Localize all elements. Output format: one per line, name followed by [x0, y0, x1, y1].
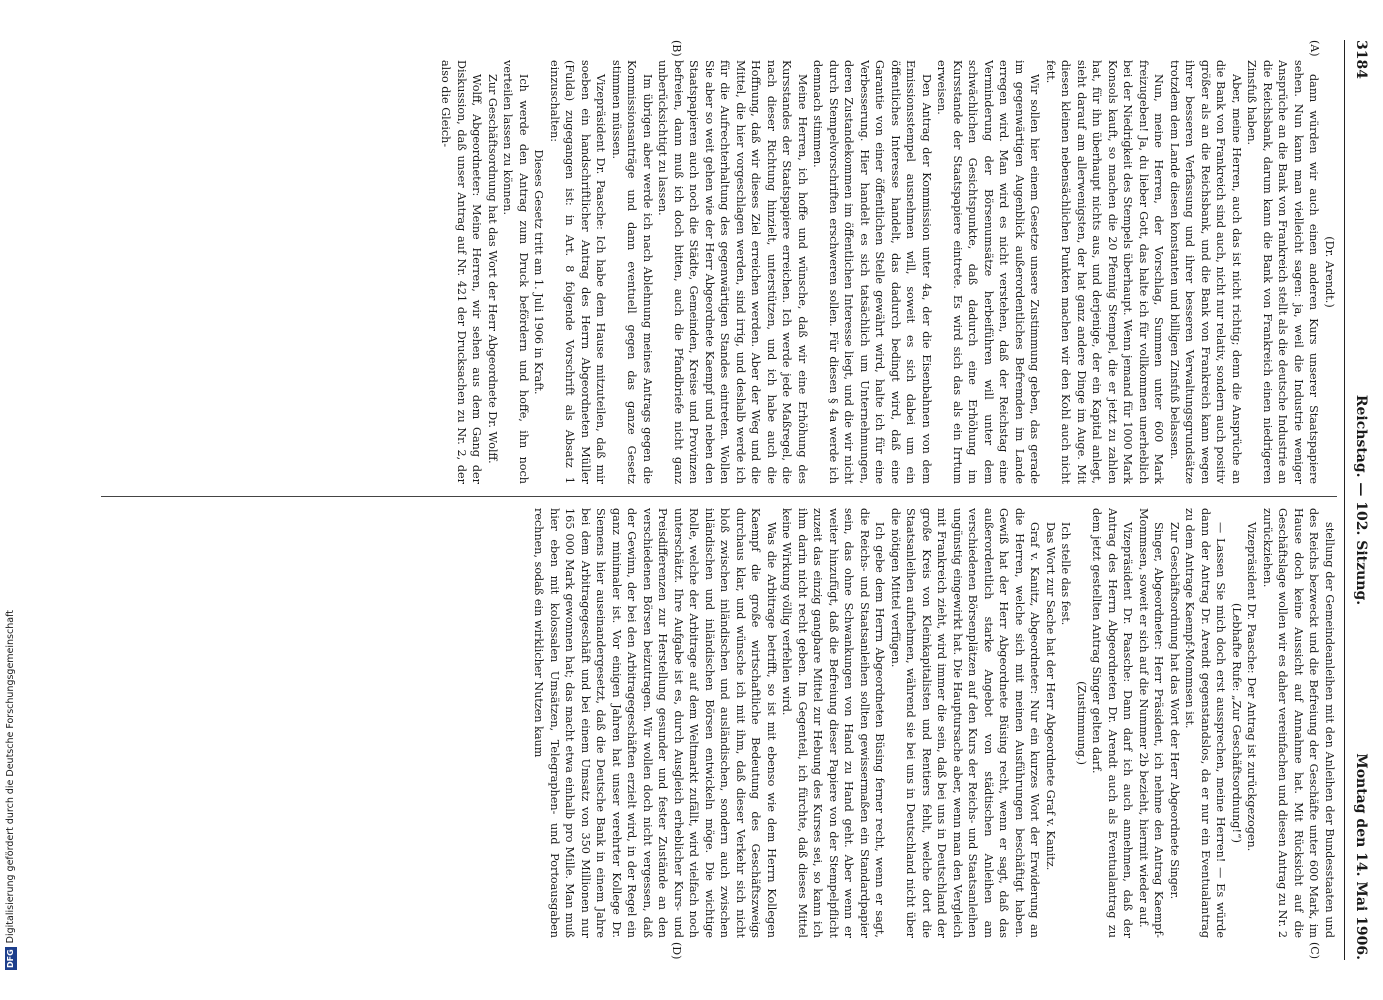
column-divider — [101, 496, 1337, 497]
footer-text-rotated — [4, 0, 18, 1000]
header-date: Montag den 14. Mai 1906. — [1353, 753, 1369, 960]
paragraph: Wolff, Abgeordneter: Meine Herren, wir sehen aus dem Gang der Diskussion, daß unser Antrag auf Nr. 421 der Drucksachen zu Nr. 2, der also die Gleich- — [439, 60, 484, 484]
text-column-right — [101, 508, 1337, 938]
page-number: 3184 — [1353, 40, 1369, 79]
paragraph: Singer, Abgeordneter: Herr Präsident, ich nehme den Antrag Kaempf-Mommsen, soweit er sich auf die Nummer 2b bezieht, hiermit wieder auf. — [1137, 508, 1166, 938]
paragraph: stellung der Gemeindeanleihen mit den Anleihen der Bundesstaaten und des Reichs bezweckt und die Befreiung der Geschäfte unter 600 Mark, im Hause doch keine Aussicht auf Annahme hat. Mit Rücksicht auf die Geschäftslage wollen wir es daher vereinfachen und diesen Antrag zu Nr. 2 zurückziehen. — [1261, 508, 1336, 938]
page-header — [1344, 40, 1371, 960]
paragraph: Graf v. Kanitz, Abgeordneter: Nur ein kurzes Wort der Erwiderung an die Herren, welche sich mit meinen Ausführungen beschäftigt haben. Gewiß hat der Herr Abgeordnete Büsing recht, wenn er sagt, daß das außerordentlich starke Angebot von städtischen Anleihen am verschiedenen Börsenplätzen auf den Kurs der Reichs- und Staatsanleihen ungünstig eingewirkt hat. Die Hauptursache aber, wenn man den Vergleich mit Frankreich zieht, wird immer die sein, daß bei uns in Deutschland der große Kreis von Kleinkapitalisten und Rentiers fehlt, welche dort die Staatsanleihen aufnehmen, während sie bei uns in Deutschland nicht über die nötigen Mittel verfügen. — [889, 508, 1042, 938]
paragraph: Vizepräsident Dr. Paasche: Dann darf ich auch annehmen, daß der Antrag des Herrn Abgeordneten Dr. Arendt auch als Eventualantrag zu dem jetzt gestellten Antrag Singer gelten darf. — [1090, 508, 1135, 938]
margin-marker-d: (D) — [670, 942, 683, 960]
margin-marker-c: (C) — [1308, 942, 1321, 959]
paragraph: — Lassen Sie mich doch erst aussprechen, meine Herren! — Es würde dann der Antrag Dr. Arendt gegenstandslos, da er nur ein Eventualantrag zu dem Antrage Kaempf-Mommsen ist. — [1183, 508, 1228, 938]
paragraph: Zur Geschäftsordnung hat das Wort der Herr Abgeordnete Singer. — [1168, 522, 1181, 900]
margin-marker-a: (A) — [1308, 40, 1321, 57]
text-column-left — [101, 60, 1337, 484]
paragraph: Meine Herren, ich hoffe und wünsche, daß wir eine Erhöhung des Kursstandes der Staatspapiere erreichen. Ich werde jede Maßregel, die nach dieser Richtung hinzielt, unterstützen, und ich habe auch die Hoffnung, daß wir dieses Ziel erreichen werden. Aber der Weg und die Mittel, die hier vorgeschlagen werden, sind irrig, und deshalb werde ich für die Aufrechterhaltung des gegenwärtigen Standes eintreten. Wollen Sie aber so weit gehen wie der Herr Abgeordnete Kaempf und neben den Staatspapieren auch noch die Städte, Gemeinden, Kreise und Provinzen befreien, dann muß ich doch bitten, auch die Pfandbriefe nicht ganz unberücksichtigt zu lassen. — [656, 60, 809, 484]
paragraph: Vizepräsident Dr. Paasche: Der Antrag ist zurückgezogen. — [1245, 522, 1259, 852]
paragraph: Das Wort zur Sache hat der Herr Abgeordnete Graf v. Kanitz. — [1044, 522, 1057, 871]
margin-marker-b: (B) — [670, 40, 683, 57]
footer-text: Digitalisierung gefördert durch die Deutsche Forschungsgemeinschaft — [5, 610, 16, 944]
header-title: Reichstag. — 102. Sitzung. — [1353, 394, 1369, 606]
paragraph: (Lebhafte Rufe: „Zur Geschäftsordnung!“) — [1230, 602, 1243, 844]
paragraph: Vizepräsident Dr. Paasche: Ich habe dem Hause mitzuteilen, daß mir soeben ein handschriftlicher Antrag des Herrn Abgeordneten Müller (Fulda) zugegangen ist: in Art. 8 folgende Vorschrift als Absatz 1 einzuschalten: — [548, 60, 608, 484]
paragraph: Nun, meine Herren, der Vorschlag, Summen unter 600 Mark freizugeben! Ja, du lieber Gott, das halte ich für vollkommen unerheblich bei der Niedrigkeit des Stempels überhaupt. Wenn jemand für 1000 Mark Konsols kauft, so machen die 20 Pfennig Stempel, die er jetzt zu zahlen hat, für ihn überhaupt nichts aus, und derjenige, der ein Kapital anlegt, sieht darauf am allerwenigsten, der hat ganz andere Dinge im Auge. Mit diesen kleinen nebensächlichen Punkten machen wir den Kohl auch nicht fett. — [1044, 60, 1166, 484]
paragraph: Ich stelle das fest. — [1059, 522, 1073, 626]
paragraph: Im übrigen aber werde ich nach Ablehnung meines Antrags gegen die Kommissionsanträge und dann eventuell gegen das ganze Gesetz stimmen müssen. — [610, 60, 654, 484]
paragraph: Aber, meine Herren, auch das ist nicht richtig; denn die Ansprüche an die Bank von Frankreich sind auch, nicht nur relativ, sondern auch positiv größer als an die Reichsbank, und die Bank von Frankreich kann wegen ihrer besseren Verfassung und ihrer besseren Verwaltungsgrundsätze trotzdem dem Lande diesen konstanten und billigen Zinsfuß belassen. — [1168, 60, 1243, 484]
dfg-logo: DFG — [6, 949, 15, 968]
digitization-footer — [4, 0, 18, 1000]
paragraph: dann würden wir auch einen anderen Kurs unserer Staatspapiere sehen. Nun kann man vielleicht sagen: ja, weil die Industrie weniger Ansprüche an die Bank von Frankreich stellt als die deutsche Industrie an die Reichsbank, darum kann die Bank von Frankreich einen niedrigeren Zinsfuß haben. — [1245, 60, 1321, 484]
paragraph: Wir sollen hier einem Gesetze unsere Zustimmung geben, das gerade im gegenwärtigen Augenblick außerordentliches Befremden im Lande erregen wird. Man wird es nicht verstehen, daß der Reichstag eine Verminderung der Börsenumsätze herbeiführen will unter dem schwächlichen Gesichtspunkte, daß dadurch eine Erhöhung im Kursstande der Staatspapiere eintrete. Es wird sich das als ein Irrtum erweisen. — [935, 60, 1042, 484]
paragraph: Was die Arbitrage betrifft, so ist mit ebenso wie dem Herrn Kollegen Kaempf die große wirtschaftliche Bedeutung des Geschäftszweigs durchaus klar, und wünsche ich mit ihm, daß dieser Verkehr sich nicht bloß zwischen inländischen und ausländischen, sondern auch zwischen inländischen und inländischen Börsen entwickeln möge. Die wichtige Rolle, welche der Arbitrage auf dem Weltmarkt zufällt, wird vielfach noch unterschätzt. Ihre Aufgabe ist es, durch Ausgleich erheblicher Kurs- und Preisdifferenzen zur Herstellung gesunder und fester Zustände an den verschiedenen Börsen beizutragen. Wir wollen doch nicht vergessen, daß der Gewinn, der bei den Arbitragegeschäften erzielt wird, in der Regel ein ganz minimaler ist. Vor einigen Jahren hat unser verehrter Kollege Dr. Siemens hier auseinandergesetzt, daß die Deutsche Bank in einem Jahre bei dem Arbitragegeschäft und bei einem Umsatz von 350 Millionen nur 165 000 Mark gewonnen hat; das macht etwa einhalb pro Mille. Man muß hier eben mit kolossalen Umsätzen, Telegraphen- und Portoausgaben rechnen, sodaß ein wirklicher Nutzen kaum — [532, 508, 778, 938]
paragraph: (Zustimmung.) — [1075, 681, 1088, 765]
paragraph: Ich werde den Antrag zum Druck befördern und hoffe, ihn noch verteilen lassen zu können. — [501, 60, 530, 484]
paragraph: (Dr. Arendt.) — [1323, 236, 1336, 308]
paragraph: Dieses Gesetz tritt am 1. Juli 1906 in Kraft. — [532, 149, 546, 395]
paragraph: Zur Geschäftsordnung hat das Wort der Herr Abgeordnete Dr. Wolff. — [486, 74, 499, 464]
paragraph: Ich gebe dem Herrn Abgeordneten Büsing ferner recht, wenn er sagt, die Reichs- und Staatsanleihen sollten gewissermaßen ein Standardpapier sein, das ohne Schwankungen von Hand zu Hand geht. Aber wenn er weiter hinzufügt, daß die Befreiung dieser Papiere von der Stempelpflicht zuzeit das einzig gangbare Mittel zur Hebung des Kurses sei, so kann ich ihm darin nicht recht geben. Im Gegenteil, ich fürchte, daß dieses Mittel keine Wirkung völlig verfehlen wird. — [780, 508, 887, 938]
paragraph: Den Antrag der Kommission unter 4a, der die Eisenbahnen von dem Emissionsstempel ausnehmen will, soweit es sich dabei um ein öffentliches Interesse handelt, das dadurch bedingt wird, daß eine Garantie von einer öffentlichen Stelle gewährt wird, halte ich für eine Verbesserung. Hier handelt es sich tatsächlich um Unternehmungen, deren Zustandekommen im öffentlichen Interesse liegt, und die wir nicht durch Stempelvorschriften erschweren sollen. Für diesen § 4a werde ich demnach stimmen. — [811, 60, 933, 484]
